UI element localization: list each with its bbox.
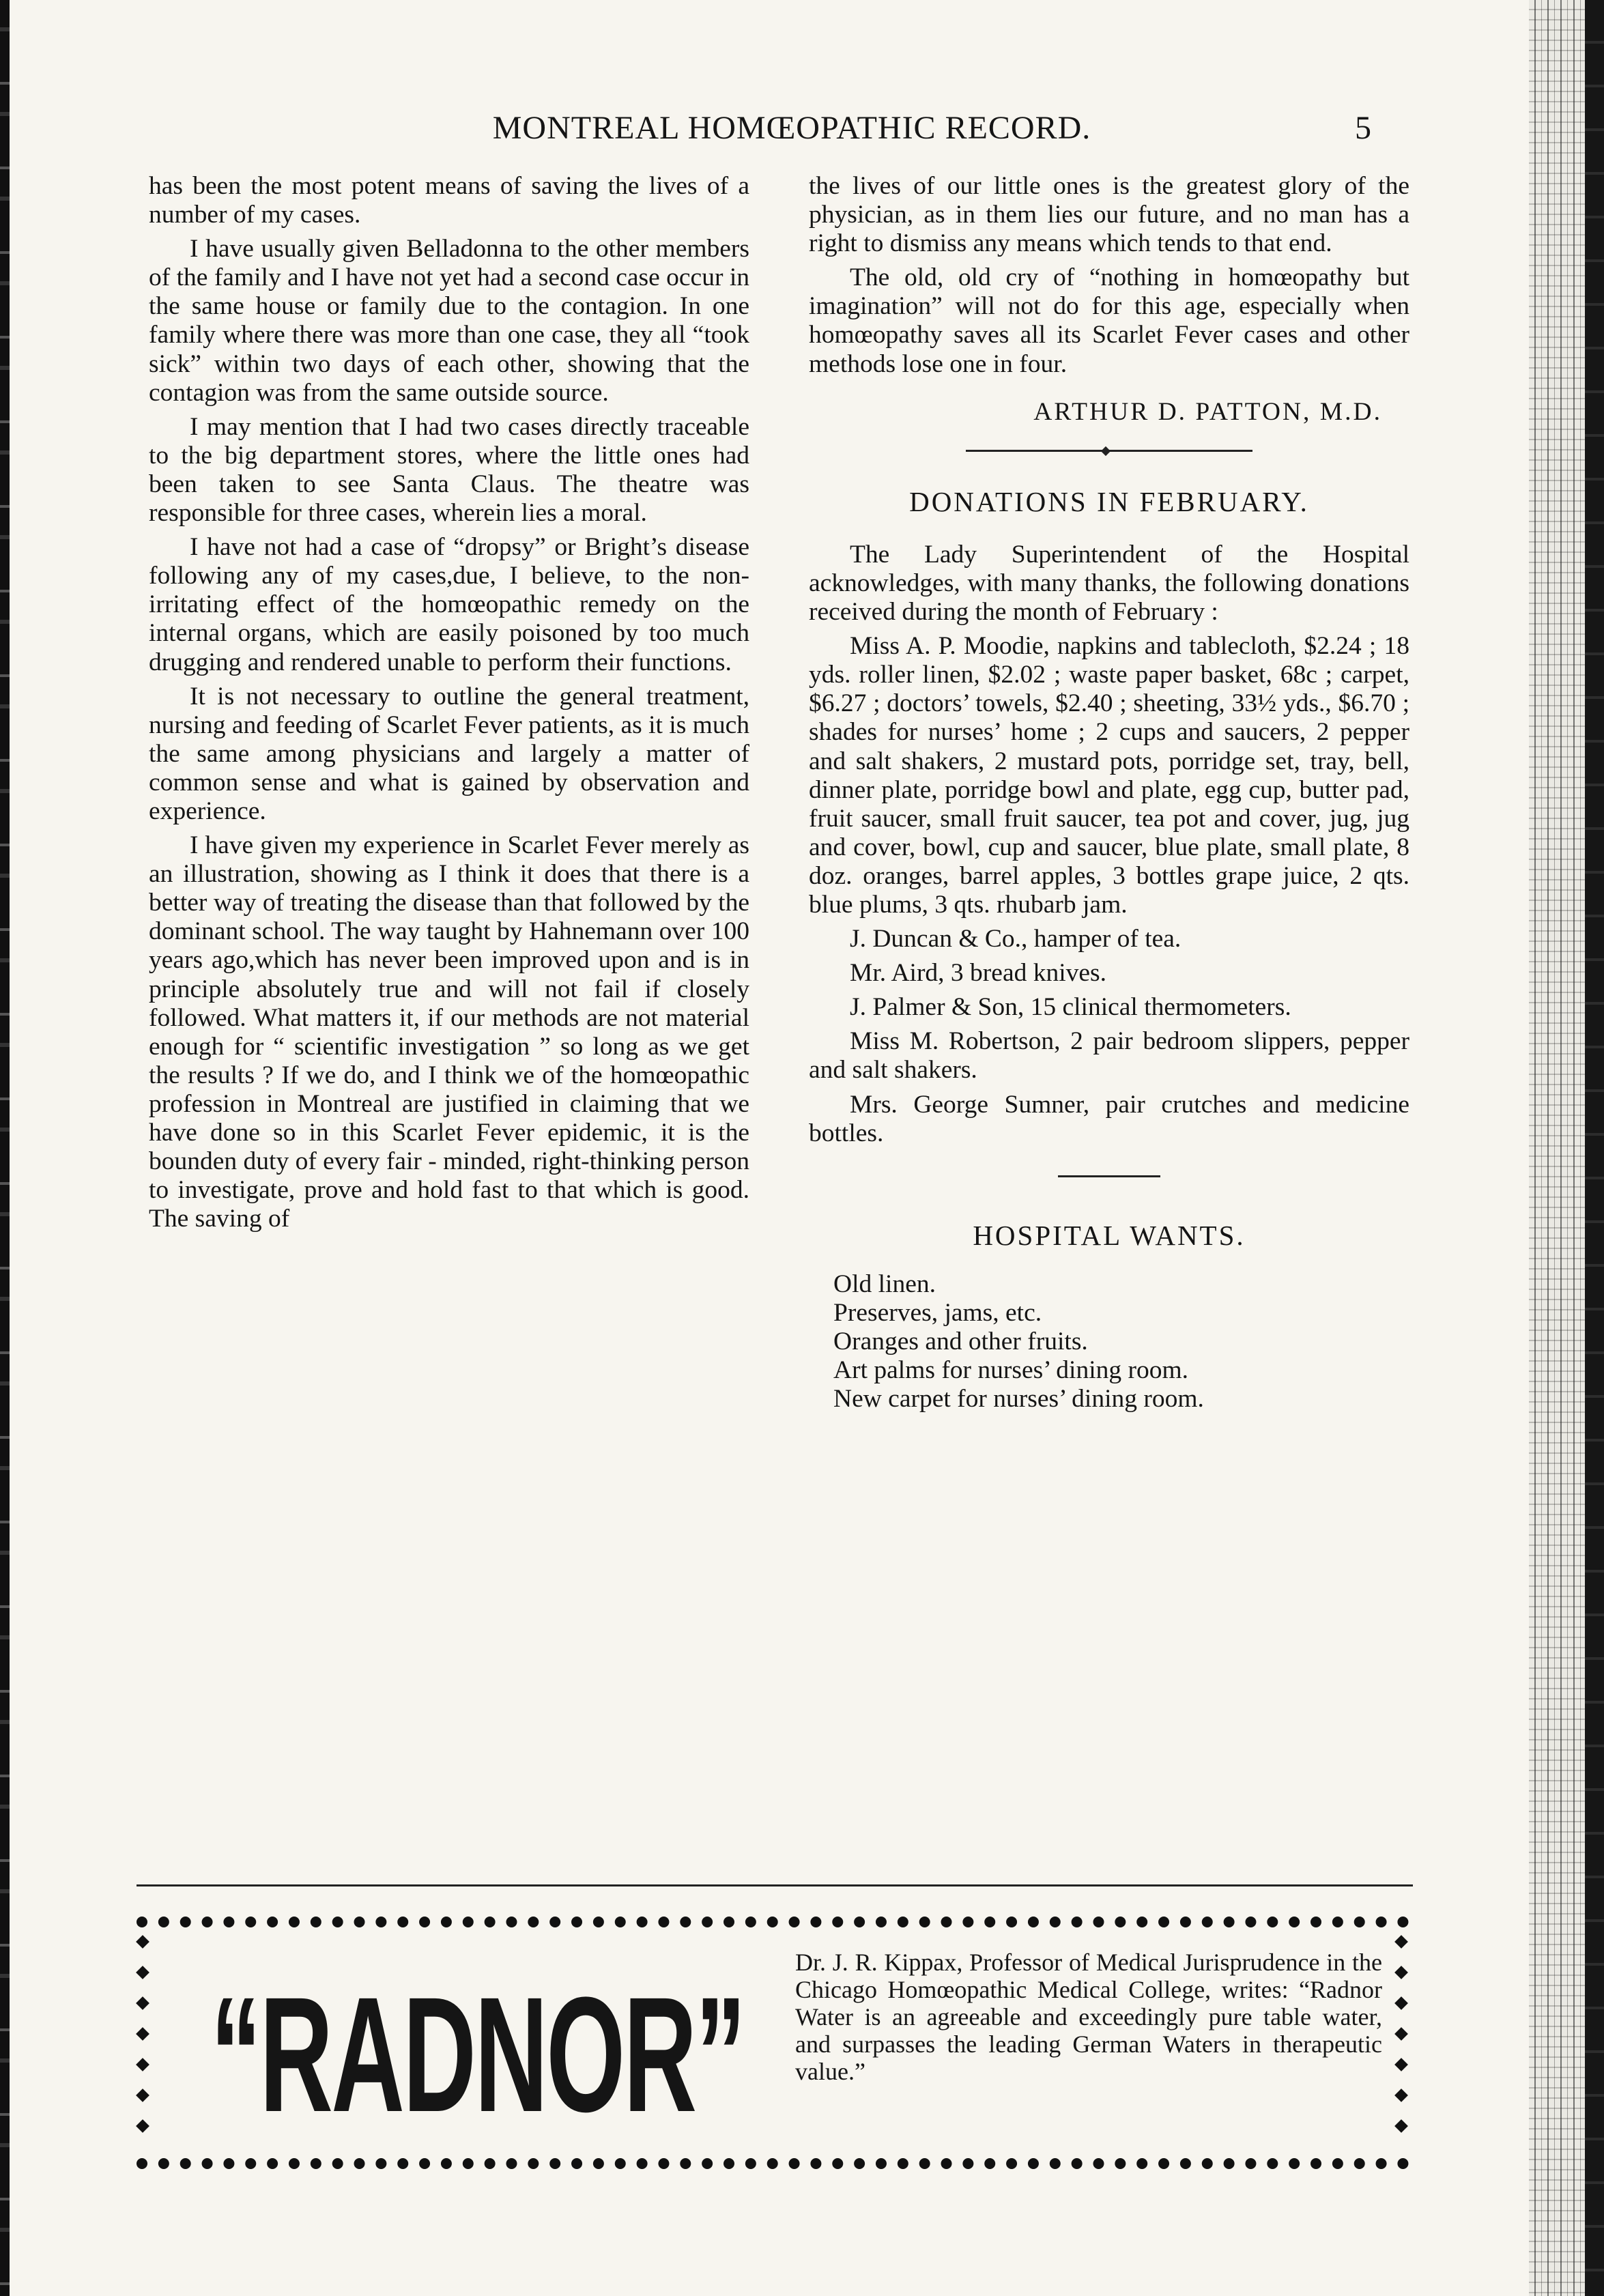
diamond-icon [136, 1966, 149, 1979]
donation-entry: Miss M. Robertson, 2 pair bedroom slippers, pepper and salt shakers. [809, 1027, 1409, 1085]
hospital-wants-heading: HOSPITAL WANTS. [973, 1219, 1246, 1251]
diamond-icon [136, 2089, 149, 2102]
diamond-icon [1394, 1935, 1408, 1949]
donation-entry: J. Duncan & Co., hamper of tea. [850, 925, 1181, 953]
section-divider [966, 450, 1252, 452]
diamond-icon [1394, 1996, 1408, 2010]
scan-edge-left [0, 0, 10, 2296]
article-paragraph: The old, old cry of “nothing in homœopathy but imagination” will not do for this age, especially when homœopathy saves all its Scarlet Fever cases and other methods lose one in four. [809, 263, 1409, 378]
list-item: New carpet for nurses’ dining room. [833, 1385, 1204, 1414]
diamond-icon [136, 1935, 149, 1949]
right-column [809, 172, 1409, 1414]
list-item: Oranges and other fruits. [833, 1328, 1088, 1355]
article-paragraph: I have given my experience in Scarlet Fever merely as an illustration, showing as I think it does that there is a better way of treating the disease than that followed by the dominant school. The way taught by Hahnemann over 100 years ago,which has never been improved upon and is in principle absolutely true and will not fail if closely followed. What matters it, if our methods are not material enough for “ scientific investigation ” so long as we get the results ? If we do, and I think we of the homœopathic profession in Montreal are justified in claiming that we have done so in this Scarlet Fever epidemic, it is the bounden duty of every fair - minded, right-thinking person to investigate, prove and hold fast to that which is good. The saving of [149, 831, 750, 1233]
hospital-wants-list [833, 1270, 1409, 1414]
list-item: Old linen. [833, 1269, 936, 1298]
list-item: Preserves, jams, etc. [833, 1298, 1042, 1327]
author-signature: ARTHUR D. PATTON, M.D. [1033, 397, 1382, 426]
footer-rule [137, 1884, 1413, 1886]
list-item: Art palms for nurses’ dining room. [833, 1356, 1189, 1385]
left-column [149, 172, 749, 1233]
diamond-icon [1394, 2058, 1408, 2071]
running-head: MONTREAL HOMŒOPATHIC RECORD. [492, 110, 1091, 146]
ornamental-side-right [1395, 1937, 1409, 2149]
diamond-icon [1394, 2027, 1408, 2041]
donation-entry: Mrs. George Sumner, pair crutches and medicine bottles. [809, 1090, 1409, 1147]
diamond-icon [136, 1996, 149, 2010]
article-paragraph: I have usually given Belladonna to the other members of the family and I have not yet had a second case occur in the same house or family due to the contagion. In one family where there was more than one case, they all “took sick” within two days of each other, showing that the contagion was from the same outside source. [149, 235, 749, 407]
advertisement-text: Dr. J. R. Kippax, Professor of Medical Jurisprudence in the Chicago Homœopathic Medical College, writes: “Radnor Water is an agreeable and exceedingly pure table water, and surpasses the leading German Waters in therapeutic value.” [795, 1949, 1382, 2085]
donation-entry: J. Palmer & Son, 15 clinical thermometers. [850, 993, 1291, 1022]
page-number: 5 [1355, 110, 1371, 146]
section-divider [1058, 1175, 1160, 1177]
article-paragraph: the lives of our little ones is the greatest glory of the physician, as in them lies our future, and no man has a right to dismiss any means which tends to that end. [809, 172, 1409, 258]
advertisement-brand: “RADNOR” [210, 1963, 745, 2146]
donations-intro: The Lady Superintendent of the Hospital acknowledges, with many thanks, the following donations received during the month of February : [809, 540, 1409, 627]
diamond-icon [1394, 2119, 1408, 2133]
diamond-icon [136, 2119, 149, 2133]
article-paragraph: It is not necessary to outline the general treatment, nursing and feeding of Scarlet Fever patients, as it is much the same among physicians and largely a matter of common sense and what is gained by observation and experience. [149, 682, 749, 825]
article-paragraph: I may mention that I had two cases directly traceable to the big department stores, where the little ones had been taken to see Santa Claus. The theatre was responsible for three cases, wherein lies a moral. [149, 412, 749, 528]
article-paragraph: I have not had a case of “dropsy” or Bright’s disease following any of my cases,due, I believe, to the non-irritating effect of the homœopathic remedy on the internal organs, which are easily poisoned by too much drugging and rendered unable to perform their functions. [149, 533, 749, 676]
donation-entry: Miss A. P. Moodie, napkins and tablecloth, $2.24 ; 18 yds. roller linen, $2.02 ; waste paper basket, 68c ; carpet, $6.27 ; doctors’ towels, $2.40 ; sheeting, 33½ yds., $6.70 ; shades for nurses’ home ; 2 cups and saucers, 2 pepper and salt shakers, 2 mustard pots, porridge set, tray, bell, dinner plate, porridge bowl and plate, egg cup, butter pad, fruit saucer, small fruit saucer, tea pot and cover, jug, jug and cover, bowl, cup and saucer, blue plate, small plate, 8 doz. oranges, barrel apples, 3 bottles grape juice, 2 qts. blue plums, 3 qts. rhubarb jam. [809, 632, 1409, 919]
article-paragraph: has been the most potent means of saving the lives of a number of my cases. [149, 172, 749, 229]
diamond-icon [136, 2027, 149, 2041]
ornamental-side-left [137, 1937, 150, 2149]
scan-edge-right [1529, 0, 1604, 2296]
diamond-icon [1394, 1966, 1408, 1979]
donations-heading: DONATIONS IN FEBRUARY. [909, 485, 1309, 517]
diamond-icon [136, 2058, 149, 2071]
donation-entry: Mr. Aird, 3 bread knives. [850, 959, 1106, 988]
diamond-icon [1394, 2089, 1408, 2102]
